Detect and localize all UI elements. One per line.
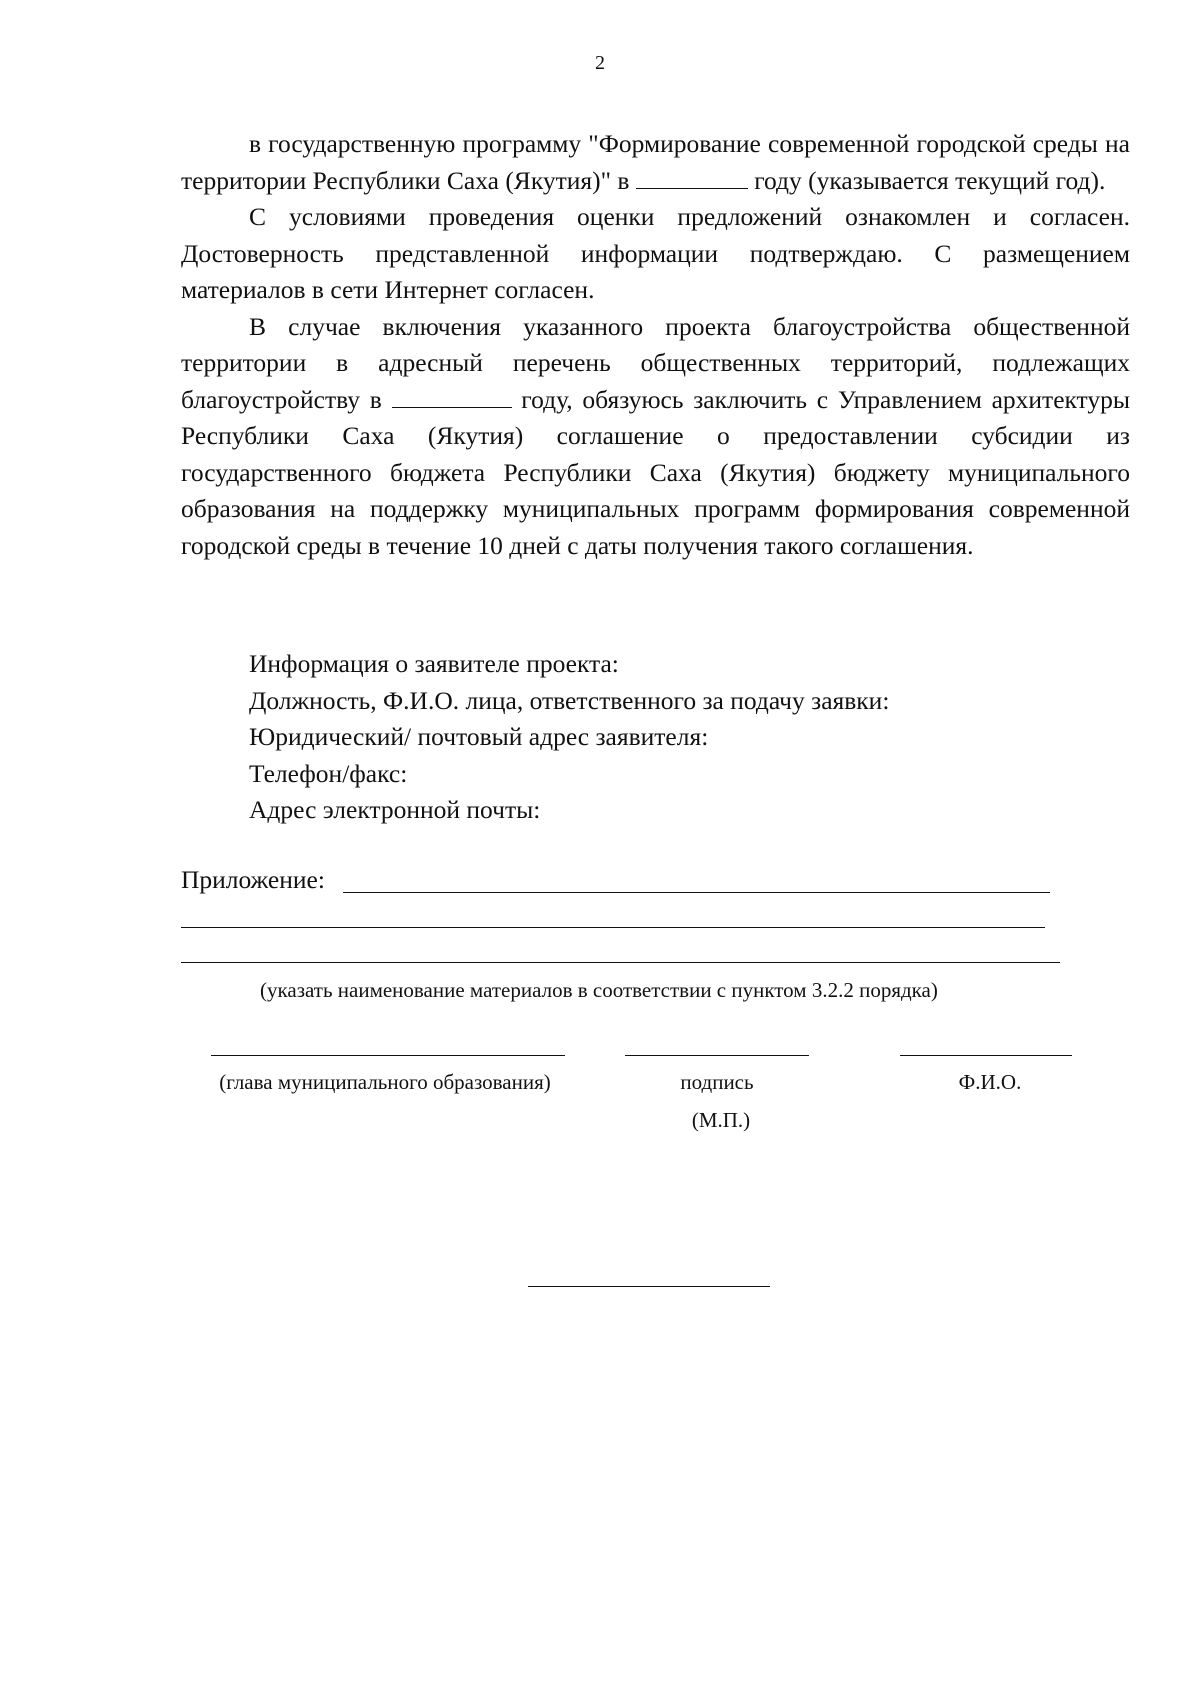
paragraph-obligation-end: году, обязуюсь заключить с Управлением архитектуры Республики Саха (Якутия) соглашение о предоставлении субсидии из государственного бюджета Республики Саха (Якутия) бюджету муниципального образования на поддержку муниципальных программ формирования современной городской среды в течение 10 дней с даты получения такого соглашения. <box>181 384 1131 560</box>
applicant-phone: Телефон/факс: <box>249 758 408 788</box>
applicant-address: Юридический/ почтовый адрес заявителя: <box>249 722 709 751</box>
applicant-position-name: Должность, Ф.И.О. лица, ответственного за подачу заявки: <box>249 685 890 715</box>
year-blank-2 <box>392 406 512 408</box>
head-label: (глава муниципального образования) <box>219 1070 551 1094</box>
appendix-line-2 <box>181 927 1045 928</box>
body-text <box>181 126 1130 564</box>
paragraph-program-start: в государственную программу "Формирование современной городской среды на территории Республики Саха (Якутия)" в <box>181 129 1130 195</box>
signature-label: подпись <box>680 1070 754 1094</box>
head-signature-line <box>211 1055 565 1056</box>
appendix-note: (указать наименование материалов в соответствии с пунктом 3.2.2 порядка) <box>260 978 938 1002</box>
applicant-email: Адрес электронной почты: <box>249 795 541 824</box>
end-divider <box>528 1286 770 1287</box>
name-line <box>900 1055 1072 1056</box>
year-blank <box>636 187 748 189</box>
paragraph-program-end: году (указывается текущий год). <box>754 165 1106 195</box>
appendix-line-3 <box>181 962 1060 963</box>
name-label: Ф.И.О. <box>958 1070 1022 1094</box>
paragraph-obligation <box>181 309 1130 565</box>
signature-line <box>625 1055 809 1056</box>
paragraph-program <box>181 126 1130 199</box>
applicant-info-heading: Информация о заявителе проекта: <box>249 649 619 678</box>
paragraph-obligation-start: В случае включения указанного проекта благоустройства общественной территории в адресный перечень общественных территорий, подлежащих благоустройству в <box>181 311 1130 414</box>
stamp-label: (М.П.) <box>691 1108 751 1132</box>
paragraph-consent: С условиями проведения оценки предложений ознакомлен и согласен. Достоверность представленной информации подтверждаю. С размещением материалов в сети Интернет согласен. <box>181 202 1130 304</box>
page-number: 2 <box>595 52 605 74</box>
applicant-info <box>249 646 889 829</box>
appendix-line-1 <box>343 892 1050 893</box>
appendix-label: Приложение: <box>181 865 325 894</box>
